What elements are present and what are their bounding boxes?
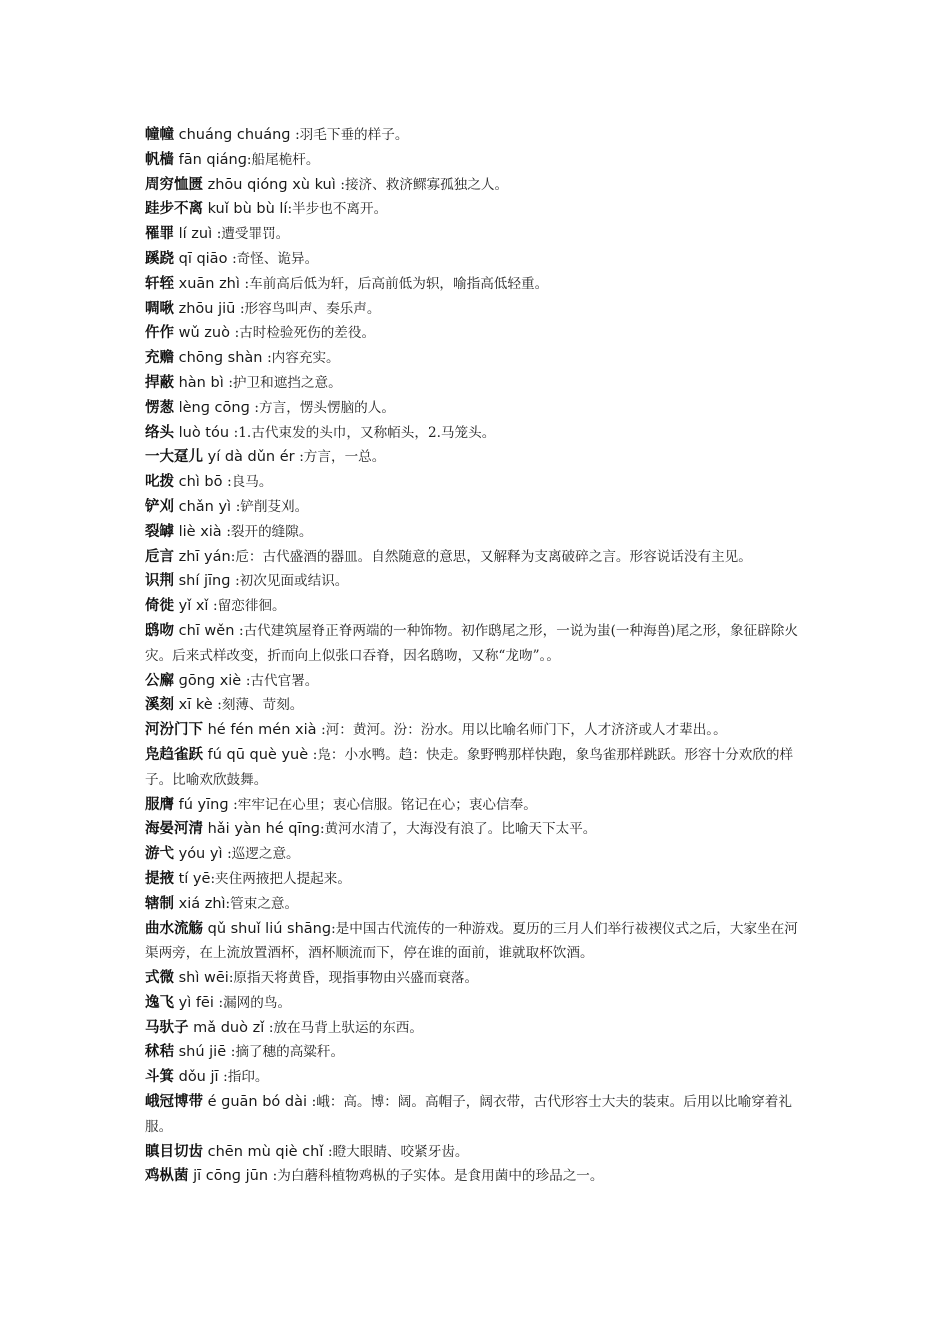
vocabulary-entry: [145, 346, 810, 371]
vocabulary-entry: [145, 594, 810, 619]
vocabulary-entry: [145, 1090, 810, 1140]
entry-pinyin: shú jiē: [174, 1044, 231, 1061]
entry-definition: :刻薄、苛刻。: [217, 697, 304, 714]
vocabulary-entry: [145, 545, 810, 570]
entry-pinyin: wǔ zuò: [174, 325, 235, 342]
vocabulary-entry: [145, 371, 810, 396]
vocabulary-entry: [145, 445, 810, 470]
entry-definition: :接济、救济鳏寡孤独之人。: [340, 176, 509, 193]
vocabulary-entry: [145, 793, 810, 818]
entry-pinyin: mǎ duò zǐ: [188, 1019, 269, 1036]
entry-term: 仵作: [145, 325, 174, 342]
entry-term: 跬步不离: [145, 201, 203, 218]
entry-term: 溪刻: [145, 697, 174, 714]
vocabulary-entry: [145, 396, 810, 421]
vocabulary-entry: [145, 1040, 810, 1065]
entry-definition: :峨：高。博：阔。高帽子，阔衣带，古代形容士大夫的装束。后用以比喻穿着礼服。: [145, 1094, 792, 1135]
entry-term: 倚徙: [145, 598, 174, 615]
entry-definition: :护卫和遮挡之意。: [228, 374, 342, 391]
vocabulary-entry: [145, 222, 810, 247]
entry-definition: :原指天将黄昏，现指事物由兴盛而衰落。: [228, 970, 479, 987]
entry-pinyin: xuān zhì: [174, 275, 245, 292]
entry-term: 逸飞: [145, 994, 174, 1011]
entry-term: 充赡: [145, 350, 174, 367]
vocabulary-entry: [145, 1016, 810, 1041]
vocabulary-list: [145, 123, 810, 1189]
vocabulary-entry: [145, 272, 810, 297]
entry-definition: :1.古代束发的头巾，又称帞头，2.马笼头。: [233, 424, 496, 441]
entry-pinyin: xiá zhì: [174, 895, 226, 912]
entry-term: 鸱吻: [145, 622, 174, 639]
entry-term: 河汾门下: [145, 722, 203, 739]
vocabulary-entry: [145, 917, 810, 967]
entry-pinyin: yǐ xǐ: [174, 598, 214, 615]
entry-pinyin: dǒu jī: [174, 1069, 224, 1086]
entry-term: 海晏河清: [145, 821, 203, 838]
vocabulary-entry: [145, 569, 810, 594]
entry-pinyin: lí zuì: [174, 226, 217, 243]
entry-pinyin: tí yē: [174, 870, 211, 887]
entry-pinyin: chōnɡ shàn: [174, 350, 268, 367]
entry-definition: :初次见面或结识。: [235, 573, 349, 590]
vocabulary-entry: [145, 693, 810, 718]
vocabulary-entry: [145, 173, 810, 198]
entry-term: 斗箕: [145, 1069, 174, 1086]
vocabulary-entry: [145, 991, 810, 1016]
entry-definition: :为白蘑科植物鸡枞的子实体。是食用菌中的珍品之一。: [272, 1168, 604, 1185]
entry-term: 裂罅: [145, 523, 174, 540]
entry-term: 提掖: [145, 870, 174, 887]
entry-term: 叱拨: [145, 474, 174, 491]
entry-pinyin: chì bō: [174, 474, 228, 491]
entry-term: 络头: [145, 424, 174, 441]
vocabulary-entry: [145, 867, 810, 892]
entry-term: 鸡枞菌: [145, 1168, 189, 1185]
entry-definition: :古时检验死伤的差役。: [234, 325, 376, 342]
entry-pinyin: liè xià: [174, 523, 227, 540]
vocabulary-entry: [145, 718, 810, 743]
entry-term: 曲水流觞: [145, 920, 203, 937]
entry-term: 幢幢: [145, 127, 174, 143]
entry-term: 一大趸儿: [145, 449, 203, 466]
entry-term: 识荆: [145, 573, 174, 590]
entry-term: 铲刈: [145, 498, 174, 515]
entry-definition: :河：黄河。汾：汾水。用以比喻名师门下，人才济济或人才辈出。。: [321, 722, 727, 739]
entry-term: 凫趋雀跃: [145, 746, 203, 763]
entry-term: 马驮子: [145, 1019, 189, 1036]
vocabulary-entry: [145, 321, 810, 346]
vocabulary-entry: [145, 148, 810, 173]
entry-definition: :奇怪、诡异。: [232, 250, 319, 267]
entry-pinyin: zhōu qiónɡ xù kuì: [203, 176, 341, 193]
vocabulary-entry: [145, 1164, 810, 1189]
entry-pinyin: qī qiāo: [174, 250, 233, 267]
entry-definition: :方言，一总。: [299, 449, 386, 466]
entry-definition: :巡逻之意。: [227, 846, 300, 863]
entry-definition: :铲削芟刈。: [235, 498, 309, 515]
entry-pinyin: chuánɡ chuánɡ: [174, 127, 296, 143]
entry-pinyin: yí dà dǔn ér: [203, 449, 300, 466]
entry-definition: :黄河水清了，大海没有浪了。比喻天下太平。: [319, 821, 597, 838]
entry-pinyin: ɡōnɡ xiè: [174, 672, 246, 689]
vocabulary-entry: [145, 842, 810, 867]
entry-definition: :夹住两掖把人提起来。: [210, 870, 351, 887]
entry-definition: :方言，愣头愣脑的人。: [254, 399, 395, 416]
entry-term: 罹罪: [145, 226, 174, 243]
entry-term: 服膺: [145, 796, 174, 813]
vocabulary-entry: [145, 197, 810, 222]
entry-term: 峨冠博带: [145, 1094, 203, 1111]
entry-pinyin: xī kè: [174, 697, 218, 714]
entry-pinyin: luò tóu: [174, 424, 234, 441]
vocabulary-entry: [145, 247, 810, 272]
entry-definition: :指印。: [223, 1069, 269, 1086]
entry-definition: :船尾桅杆。: [246, 151, 320, 168]
entry-term: 游弋: [145, 846, 174, 863]
entry-pinyin: hé fén mén xià: [203, 722, 322, 739]
entry-term: 帆樯: [145, 151, 174, 168]
entry-definition: :裂开的缝隙。: [226, 523, 313, 540]
entry-term: 轩轾: [145, 275, 174, 292]
entry-definition: :牢牢记在心里；衷心信服。铭记在心；衷心信奉。: [233, 796, 537, 813]
entry-pinyin: shí jīnɡ: [174, 573, 236, 590]
vocabulary-entry: [145, 817, 810, 842]
vocabulary-entry: [145, 495, 810, 520]
entry-definition: :漏网的鸟。: [218, 994, 292, 1011]
entry-definition: :羽毛下垂的样子。: [295, 127, 409, 143]
entry-definition: :放在马背上驮运的东西。: [268, 1019, 423, 1036]
vocabulary-entry: [145, 892, 810, 917]
entry-term: 式微: [145, 970, 174, 987]
entry-pinyin: chī wěn: [174, 622, 239, 639]
entry-pinyin: chēn mù qiè chǐ: [203, 1143, 328, 1160]
entry-definition: :古代官署。: [245, 672, 319, 689]
entry-pinyin: fú yīnɡ: [174, 796, 234, 813]
entry-pinyin: yóu yì: [174, 846, 228, 863]
entry-definition: :凫：小水鸭。趋：快走。象野鸭那样快跑，象鸟雀那样跳跃。形容十分欢欣的样子。比喻欢欣鼓舞。: [145, 746, 794, 788]
entry-definition: :半步也不离开。: [287, 201, 388, 218]
entry-definition: :卮：古代盛酒的器皿。自然随意的意思，又解释为支离破碎之言。形容说话没有主见。: [230, 548, 752, 565]
entry-pinyin: fān qiánɡ: [174, 151, 247, 168]
entry-term: 愣葱: [145, 399, 174, 416]
entry-pinyin: é ɡuān bó dài: [203, 1094, 312, 1111]
vocabulary-entry: [145, 669, 810, 694]
vocabulary-entry: [145, 421, 810, 446]
entry-pinyin: chǎn yì: [174, 498, 236, 515]
entry-pinyin: qǔ shuǐ liú shānɡ: [203, 920, 332, 937]
entry-term: 秫秸: [145, 1044, 174, 1061]
entry-definition: :良马。: [227, 474, 273, 491]
entry-pinyin: hàn bì: [174, 374, 229, 391]
entry-term: 卮言: [145, 548, 174, 565]
entry-definition: :摘了穗的高粱秆。: [230, 1044, 345, 1061]
entry-definition: :瞪大眼睛、咬紧牙齿。: [327, 1143, 469, 1160]
entry-definition: :是中国古代流传的一种游戏。夏历的三月人们举行祓禊仪式之后，大家坐在河渠两旁，在上流放置酒杯，酒杯顺流而下，停在谁的面前，谁就取杯饮酒。: [145, 920, 798, 962]
vocabulary-entry: [145, 520, 810, 545]
entry-definition: :管束之意。: [225, 895, 299, 912]
entry-pinyin: lènɡ cōnɡ: [174, 399, 255, 416]
entry-pinyin: yì fēi: [174, 994, 219, 1011]
entry-definition: :内容充实。: [267, 350, 340, 367]
entry-definition: :车前高后低为轩，后高前低为轵，喻指高低轻重。: [244, 275, 549, 292]
entry-pinyin: jī cōnɡ jūn: [188, 1168, 273, 1185]
vocabulary-entry: [145, 1065, 810, 1090]
entry-pinyin: shì wēi: [174, 970, 229, 987]
entry-term: 捍蔽: [145, 374, 174, 391]
entry-pinyin: zhī yán: [174, 548, 231, 565]
vocabulary-entry: [145, 297, 810, 322]
entry-definition: :古代建筑屋脊正脊两端的一种饰物。初作鸱尾之形，一说为蚩(一种海兽)尾之形，象征辟除火灾。后来式样改变，折而向上似张口吞脊，因名鸱吻，又称“龙吻”。。: [145, 622, 798, 664]
vocabulary-entry: [145, 123, 810, 148]
vocabulary-entry: [145, 743, 810, 793]
entry-definition: :留恋徘徊。: [213, 598, 286, 615]
entry-term: 公廨: [145, 672, 174, 689]
entry-term: 周穷恤匮: [145, 176, 203, 193]
entry-pinyin: fú qū què yuè: [203, 746, 313, 763]
entry-term: 啁啾: [145, 300, 174, 317]
entry-definition: :形容鸟叫声、奏乐声。: [239, 300, 381, 317]
vocabulary-entry: [145, 1140, 810, 1165]
vocabulary-entry: [145, 470, 810, 495]
entry-pinyin: hǎi yàn hé qīnɡ: [203, 821, 320, 838]
entry-term: 蹊跷: [145, 250, 174, 267]
vocabulary-entry: [145, 619, 810, 669]
entry-pinyin: zhōu jiū: [174, 300, 240, 317]
entry-term: 瞋目切齿: [145, 1143, 203, 1160]
vocabulary-entry: [145, 966, 810, 991]
entry-definition: :遭受罪罚。: [216, 226, 290, 243]
entry-pinyin: kuǐ bù bù lí: [203, 201, 288, 218]
entry-term: 辖制: [145, 895, 174, 912]
